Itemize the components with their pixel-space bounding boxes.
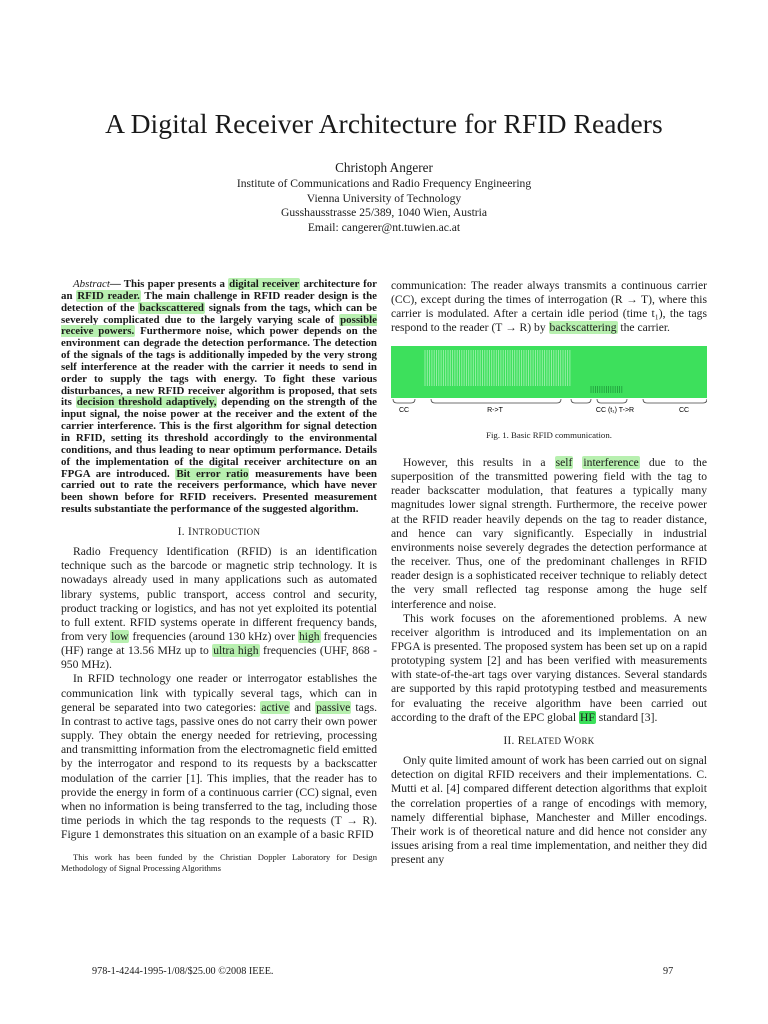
highlight: HF: [580, 710, 595, 724]
highlight: possible receive powers.: [61, 313, 377, 338]
left-column: [61, 279, 377, 874]
abstract-lead: Abstract: [73, 278, 110, 290]
right-paragraph-3: This work focuses on the aforementioned problems. A new receiver algorithm is introduced and its implementation on an FPGA is presented. The proposed system has been set up on a rapid prototyping system [2] and has been verified with measurements with state-of-the-art tags over varying distances. Several standards are supported by this rapid prototyping testbed and measurements for evaluating the receive algorithm have been carried out according to the draft of the EPC global HF standard [3].: [391, 611, 707, 724]
author-name: Christoph Angerer: [335, 160, 433, 175]
intro-paragraph-1: Radio Frequency Identification (RFID) is an identification technique such as the barcode or magnetic strip technology. It is nowadays already used in many applications such as automated library systems, public transport, access control and security, product tracking or logistics, and has not yet exploited its potential to full extent. RFID systems operate in different frequency bands, from very low frequencies (around 130 kHz) over high frequencies (HF) range at 13.56 MHz up to ultra high frequencies (UHF, 868 - 950 MHz).: [61, 545, 378, 672]
highlight: high: [298, 629, 320, 643]
abstract-text: measurements have been carried out to rate the receivers performance, which have never been shown before for RFID receivers. Presented measurement results substantiate the performance of the suggested algorithm.: [61, 467, 377, 516]
highlight: digital receiver: [229, 278, 300, 290]
page-number: 97: [663, 966, 674, 977]
highlight: low: [111, 629, 129, 643]
abstract-text: Furthermore noise, which power depends on the environment can degrade the detection performance. The detection of the signals of the tags is additionally impeded by the very strong self interference at the reader with the carrier it needs to send in order to supply the tags with energy. To fight these various disturbances, a new RFID receiver algorithm is proposed, that sets its: [61, 325, 377, 409]
affiliation-institute: Institute of Communications and Radio Frequency Engineering: [236, 177, 532, 190]
highlight: active: [261, 700, 290, 714]
affiliation-email: Email: cangerer@nt.tuwien.ac.at: [307, 220, 461, 234]
right-paragraph-4: Only quite limited amount of work has been carried out on signal detection on digital RFID receivers and their implementations. C. Mutti et al. [4] compared different detection algorithms that exploit the correlation properties of a range of encodings with memory, namely differential biphase, Manchester and Miller encodings. Their work is of theoretical nature and did hence not consider any issues arising from a real time implementation, and neither they did present any: [391, 754, 707, 867]
highlight: decision threshold adaptively,: [76, 396, 217, 409]
abstract: [61, 279, 377, 516]
highlight: backscattered: [139, 301, 204, 314]
abstract-text: depending on the strength of the input signal, the noise power at the receiver and the extent of the carrier interference. This is the first algorithm for signal detection in RFID, setting its threshold accordingly to the environmental conditions, and thus leading to near optimum performance. Details of the implementation of the digital receiver architecture on an FPGA are introduced.: [61, 396, 378, 480]
figure-markers: [393, 399, 707, 403]
affiliation-address: Gusshausstrasse 25/389, 1040 Wien, Austria: [280, 206, 488, 220]
section-heading-introduction: I. INTRODUCTION: [177, 525, 261, 538]
highlight: Bit error ratio: [176, 467, 249, 480]
highlight: ultra high: [213, 644, 259, 658]
affiliation-block: [0, 177, 768, 235]
highlight: passive: [316, 700, 351, 714]
figure-label: R->T: [487, 406, 503, 414]
footer-copyright: 978-1-4244-1995-1/08/$25.00 ©2008 IEEE.: [92, 966, 274, 977]
figure-label: CC: [678, 406, 690, 414]
affiliation-university: Vienna University of Technology: [306, 191, 462, 205]
highlight: self: [555, 455, 573, 469]
figure-label: CC: [398, 406, 410, 414]
signal-waveform: [391, 346, 707, 398]
intro-paragraph-2: In RFID technology one reader or interrogator establishes the communication link with typically several tags, which can in general be separated into two categories: active and passive tags. In contrast to active tags, passive ones do not carry their own power supply. They obtain the energy needed for retrieving, processing and transmitting information from the electromagnetic field emitted by the interrogator and respond to its requests by a backscatter modulation of the carrier [1]. This implies, that the reader has to provide the energy in form of a continuous carrier (CC) signal, even when no information is being transferred to the tag, including those time periods in which the tag responds to the requests (T → R). Figure 1 demonstrates this situation on an example of a basic RFID: [61, 672, 377, 842]
rfid-signal-plot: [391, 346, 707, 416]
figure-rfid-communication: [391, 346, 707, 420]
abstract-text: — This paper presents a: [109, 278, 229, 290]
highlight: interference: [583, 455, 639, 469]
section-heading-related-work: II. RELATED WORK: [503, 734, 595, 747]
right-paragraph-1: communication: The reader always transmits a continuous carrier (CC), except during the times of interrogation (R → T), where this carrier is modulated. After a certain idle period (time t₁), the tags respond to the reader (T → R) by backscattering the carrier.: [391, 279, 707, 335]
abstract-text: architecture for an: [61, 278, 377, 302]
figure-caption: Fig. 1. Basic RFID communication.: [486, 429, 612, 440]
right-paragraph-2: However, this results in a self interference due to the superposition of the transmitted powering field with the tag to reader backscatter modulation, that features a typically many magnitudes lower signal strength. Furthermore, the receive power at the RFID reader heavily depends on the tag to reader distance, and hence can vary significantly. Especially in industrial environments noise severely degrades the detection performance at the receiver. Thus, one of the predominant challenges in RFID reader design is a sophisticated receiver technique to reliably detect the very small reflected tag response among the huge self interference and noise.: [391, 455, 707, 611]
footnote: This work has been funded by the Christian Doppler Laboratory for Design Methodology of Signal Processing Algorithms: [61, 852, 377, 874]
highlight: RFID reader.: [77, 289, 140, 302]
highlight: backscattering: [549, 321, 617, 335]
paper-title: A Digital Receiver Architecture for RFID Readers: [105, 108, 663, 139]
figure-label: CC (t₁) T->R: [595, 406, 635, 414]
right-column: [391, 279, 707, 867]
abstract-text: signals from the tags, which can be severely complicated due to the largely varying scale of: [61, 301, 377, 326]
abstract-text: The main challenge in RFID reader design is the detection of the: [61, 289, 377, 314]
